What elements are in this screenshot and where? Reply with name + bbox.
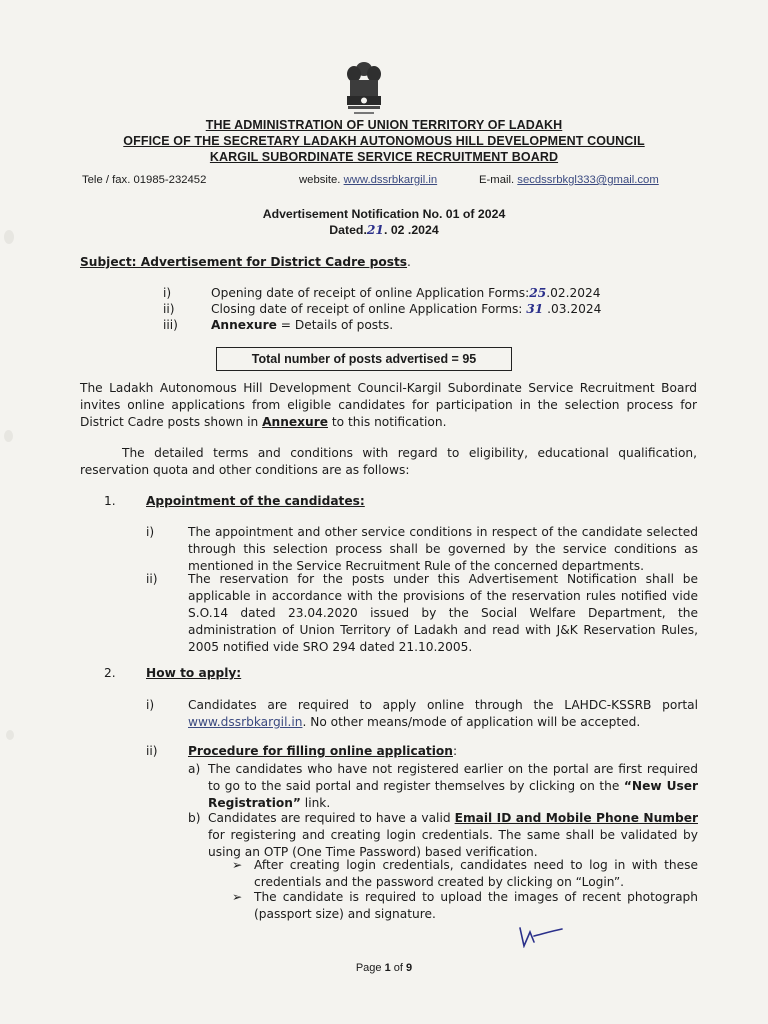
s2-apply-text bbox=[188, 697, 698, 731]
email-mobile-requirement: Email ID and Mobile Phone Number bbox=[454, 811, 698, 825]
subject-label: Subject: Advertisement for District Cadre posts bbox=[80, 255, 408, 269]
closing-date-tail: .03.2024 bbox=[543, 302, 602, 316]
step-b-text bbox=[208, 810, 698, 861]
opening-date-tail: .02.2024 bbox=[546, 286, 601, 300]
apply-text-end: . No other means/mode of application will be accepted. bbox=[302, 715, 641, 729]
apply-text: Candidates are required to apply online through the LAHDC-KSSRB portal bbox=[188, 698, 698, 712]
intro-paragraph bbox=[80, 380, 697, 431]
s2-item-num: ii) bbox=[146, 744, 158, 758]
step-b-tail: for registering and creating login credentials. The same shall be validated by using an OTP (One Time Password) based verification. bbox=[208, 828, 698, 859]
annexure-text: = Details of posts. bbox=[276, 318, 394, 332]
website-link[interactable]: www.dssrbkargil.in bbox=[343, 174, 438, 186]
subject-tail: . bbox=[407, 255, 411, 269]
header-line-3: KARGIL SUBORDINATE SERVICE RECRUITMENT BOARD bbox=[209, 150, 559, 164]
section-2-number: 2. bbox=[104, 666, 116, 680]
page-number bbox=[0, 962, 768, 974]
header-line-1: THE ADMINISTRATION OF UNION TERRITORY OF LADAKH bbox=[205, 118, 563, 132]
opening-date bbox=[211, 285, 601, 302]
date-item-num: ii) bbox=[163, 302, 175, 316]
dated-rest: . 02 .2024 bbox=[384, 223, 439, 237]
closing-day-handwritten: 31 bbox=[526, 302, 544, 316]
dated-day-handwritten: 21 bbox=[366, 222, 384, 237]
step-a-body: The candidates who have not registered earlier on the portal are first required to go to the said portal and register themselves by clicking on the bbox=[208, 762, 698, 793]
email-line bbox=[479, 174, 659, 186]
step-a-tail: link. bbox=[300, 796, 331, 810]
tele-fax: Tele / fax. 01985-232452 bbox=[82, 174, 207, 186]
s1-item-text: The appointment and other service conditions in respect of the candidate selected through this selection process shall be governed by the service conditions as mentioned in the Service Recruitment Rule of the concerned departments. bbox=[188, 525, 698, 573]
email-link[interactable]: secdssrbkgl333@gmail.com bbox=[517, 174, 659, 186]
scan-smudge bbox=[6, 730, 14, 740]
notification-date bbox=[0, 222, 768, 237]
total-posts-box: Total number of posts advertised = 95 bbox=[216, 347, 512, 371]
scan-smudge bbox=[4, 430, 13, 442]
step-b-label: b) bbox=[188, 811, 201, 825]
portal-link[interactable]: www.dssrbkargil.in bbox=[188, 715, 303, 729]
step-a-label: a) bbox=[188, 762, 201, 776]
intro-text-end: to this notification. bbox=[327, 415, 447, 429]
subject-line bbox=[80, 254, 411, 271]
national-emblem-icon bbox=[342, 58, 386, 120]
arrow-bullet-icon: ➢ bbox=[232, 858, 243, 872]
bullet-upload: The candidate is required to upload the images of recent photograph (passport size) and signature. bbox=[254, 890, 698, 921]
date-item-num: i) bbox=[163, 286, 172, 300]
dated-prefix: Dated. bbox=[329, 223, 367, 237]
opening-day-handwritten: 25 bbox=[529, 286, 547, 300]
page-of: of bbox=[390, 962, 407, 974]
notification-title: Advertisement Notification No. 01 of 2024 bbox=[262, 207, 506, 221]
s2-item-num: i) bbox=[146, 698, 155, 712]
email-label: E-mail. bbox=[479, 174, 515, 186]
section-2-title: How to apply: bbox=[146, 666, 242, 680]
new-user-registration: “New User Registration” bbox=[208, 779, 699, 810]
arrow-bullet-icon: ➢ bbox=[232, 890, 243, 904]
s1-item-num: i) bbox=[146, 525, 155, 539]
bullet-login: After creating login credentials, candidates need to log in with these credentials and the password created by clicking on “Login”. bbox=[254, 858, 698, 889]
procedure-title-text: Procedure for filling online application bbox=[188, 744, 453, 758]
intro-text: The Ladakh Autonomous Hill Development Council-Kargil Subordinate Service Recruitment Board invites online applications from eligible candidates for participation in the selection process for District Cadre posts shown in bbox=[80, 381, 697, 429]
step-a-text bbox=[208, 761, 698, 812]
annexure-ref: Annexure bbox=[262, 415, 328, 429]
website-line bbox=[299, 174, 437, 186]
scan-smudge bbox=[4, 230, 14, 244]
annexure-label: Annexure bbox=[211, 318, 277, 332]
signature-mark bbox=[516, 922, 566, 948]
date-item-num: iii) bbox=[163, 318, 178, 332]
current-page: 1 bbox=[384, 962, 391, 974]
terms-paragraph: The detailed terms and conditions with regard to eligibility, educational qualification, reservation quota and other conditions are as follows: bbox=[80, 446, 697, 477]
annexure-item bbox=[211, 317, 393, 334]
closing-date-label: Closing date of receipt of online Application Forms: bbox=[211, 302, 527, 316]
section-1-number: 1. bbox=[104, 494, 116, 508]
section-1-title: Appointment of the candidates: bbox=[146, 494, 365, 508]
s1-item-text: The reservation for the posts under this Advertisement Notification shall be applicable in accordance with the provisions of the reservation rules notified vide S.O.14 dated 23.04.2020 issued by the Social Welfare Department, the administration of Union Territory of Ladakh and read with J&K Reservation Rules, 2005 notified vide SRO 294 dated 21.10.2005. bbox=[188, 572, 698, 654]
opening-date-label: Opening date of receipt of online Application Forms: bbox=[211, 286, 530, 300]
total-pages: 9 bbox=[406, 962, 413, 974]
procedure-colon: : bbox=[452, 744, 458, 758]
s1-item-num: ii) bbox=[146, 572, 158, 586]
page-prefix: Page bbox=[355, 962, 385, 974]
procedure-title bbox=[188, 743, 457, 760]
website-label: website. bbox=[299, 174, 341, 186]
step-b-body: Candidates are required to have a valid bbox=[208, 811, 455, 825]
closing-date bbox=[211, 301, 601, 318]
header-line-2: OFFICE OF THE SECRETARY LADAKH AUTONOMOUS HILL DEVELOPMENT COUNCIL bbox=[123, 134, 645, 148]
